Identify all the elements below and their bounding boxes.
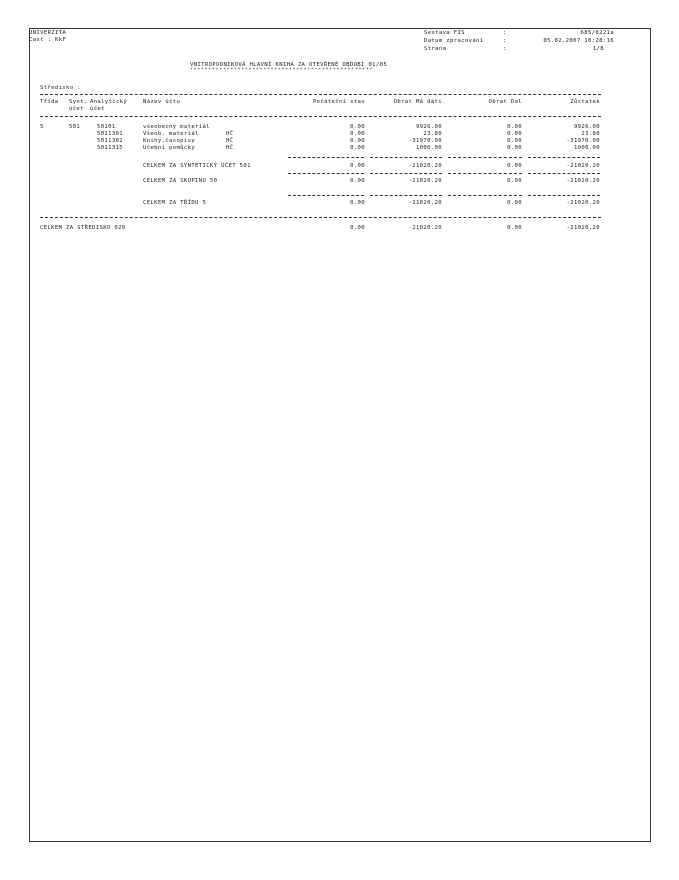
org-part: Cast : KkF [29, 37, 67, 43]
col-pocatecni: Počáteční stav [312, 99, 365, 105]
total-pocatecni: 0.00 [350, 163, 365, 169]
value-strana: 1/8 [592, 46, 604, 52]
subtotal-line [288, 173, 364, 174]
cell-zustatek: -31970.00 [566, 138, 600, 144]
subtotal-line [288, 195, 364, 196]
cell-tag: HČ [226, 131, 234, 137]
cell-pocatecni: 0.00 [350, 138, 365, 144]
title-underline: ************************************************** [190, 68, 374, 73]
colon: : [503, 38, 507, 44]
cell-dal: 0.00 [507, 124, 522, 130]
total-zustatek: -21020.20 [566, 178, 600, 184]
subtotal-line [370, 157, 442, 158]
report-title: VNITROPODNIKOVÁ HLAVNÍ KNIHA ZA OTEVŘENÉ OBDOBÍ 01/05 [190, 62, 388, 68]
total-label: CELKEM ZA SKUPINU 50 [143, 178, 218, 184]
total-md: -21020.20 [408, 178, 442, 184]
subtotal-line [370, 173, 442, 174]
col-synt: Synt. [69, 99, 88, 105]
total-label: CELKEM ZA TŘÍDU 5 [143, 200, 207, 206]
grand-total-dal: 0.00 [507, 225, 522, 231]
cell-pocatecni: 0.00 [350, 145, 365, 151]
col-obrat-md: Obrat Má dáti [393, 99, 442, 105]
col-analyticky-2: účet [90, 106, 105, 112]
cell-md: 9926.00 [415, 124, 442, 130]
label-datum: Datum zpracování [424, 38, 484, 44]
col-nazev: Název účtu [143, 99, 181, 105]
cell-pocatecni: 0.00 [350, 124, 365, 130]
cell-analyticky: 5011315 [97, 145, 124, 151]
total-pocatecni: 0.00 [350, 178, 365, 184]
cell-md: 1000.00 [415, 145, 442, 151]
total-zustatek: -21020.20 [566, 200, 600, 206]
total-label: CELKEM ZA SYNTETICKÝ ÚČET 501 [143, 163, 251, 169]
grand-total-md: -21020.20 [408, 225, 442, 231]
subtotal-line [448, 157, 522, 158]
group-trida: 5 [40, 124, 44, 130]
grand-total-label: CELKEM ZA STŘEDISKO 020 [40, 225, 126, 231]
col-trida: Třída [40, 99, 59, 105]
cell-zustatek: 9926.00 [573, 124, 600, 130]
cell-zustatek: 1000.00 [573, 145, 600, 151]
colon: : [503, 46, 507, 52]
cell-dal: 0.00 [507, 138, 522, 144]
subtotal-line [448, 195, 522, 196]
cell-nazev: Učební pomůcky [143, 145, 196, 151]
total-pocatecni: 0.00 [350, 200, 365, 206]
colon: : [503, 30, 507, 36]
cell-md: -31970.00 [408, 138, 442, 144]
label-strana: Strana [424, 46, 447, 52]
grand-total-pocatecni: 0.00 [350, 225, 365, 231]
cell-zustatek: 23.80 [581, 131, 600, 137]
divider [40, 94, 601, 95]
org-name: UNIVERZITA [29, 30, 67, 36]
cell-analyticky: 50101 [97, 124, 116, 130]
total-md: -21020.20 [408, 163, 442, 169]
subtotal-line [528, 195, 600, 196]
divider [40, 116, 601, 117]
cell-tag: HČ [226, 138, 234, 144]
total-dal: 0.00 [507, 163, 522, 169]
total-md: -21020.20 [408, 200, 442, 206]
cell-pocatecni: 0.00 [350, 131, 365, 137]
cell-dal: 0.00 [507, 131, 522, 137]
subtotal-line [528, 157, 600, 158]
divider [40, 217, 601, 218]
total-dal: 0.00 [507, 178, 522, 184]
subtotal-line [370, 195, 442, 196]
cell-analyticky: 5011301 [97, 131, 124, 137]
cell-tag: HČ [226, 145, 234, 151]
value-sestava: 685/0221a [580, 30, 614, 36]
col-synt-2: účet [69, 106, 84, 112]
cell-nazev: Všeob. materiál [143, 131, 199, 137]
cell-nazev: Knihy,časopisy [143, 138, 196, 144]
subtotal-line [528, 173, 600, 174]
total-dal: 0.00 [507, 200, 522, 206]
col-obrat-dal: Obrat Dal [488, 99, 522, 105]
group-synt: 501 [69, 124, 81, 130]
subtotal-line [448, 173, 522, 174]
stredisko-label: Středisko : [40, 85, 81, 91]
cell-md: 23.80 [423, 131, 442, 137]
grand-total-zustatek: -21020.20 [566, 225, 600, 231]
cell-analyticky: 5011302 [97, 138, 124, 144]
cell-nazev: všeobecný materiál [143, 124, 210, 130]
subtotal-line [288, 157, 364, 158]
col-zustatek: Zůstatek [570, 99, 600, 105]
total-zustatek: -21020.20 [566, 163, 600, 169]
col-analyticky: Analytický [90, 99, 128, 105]
label-sestava: Sestava FIS [424, 30, 465, 36]
value-datum: 05.02.2007 10:28:16 [543, 38, 614, 44]
cell-dal: 0.00 [507, 145, 522, 151]
